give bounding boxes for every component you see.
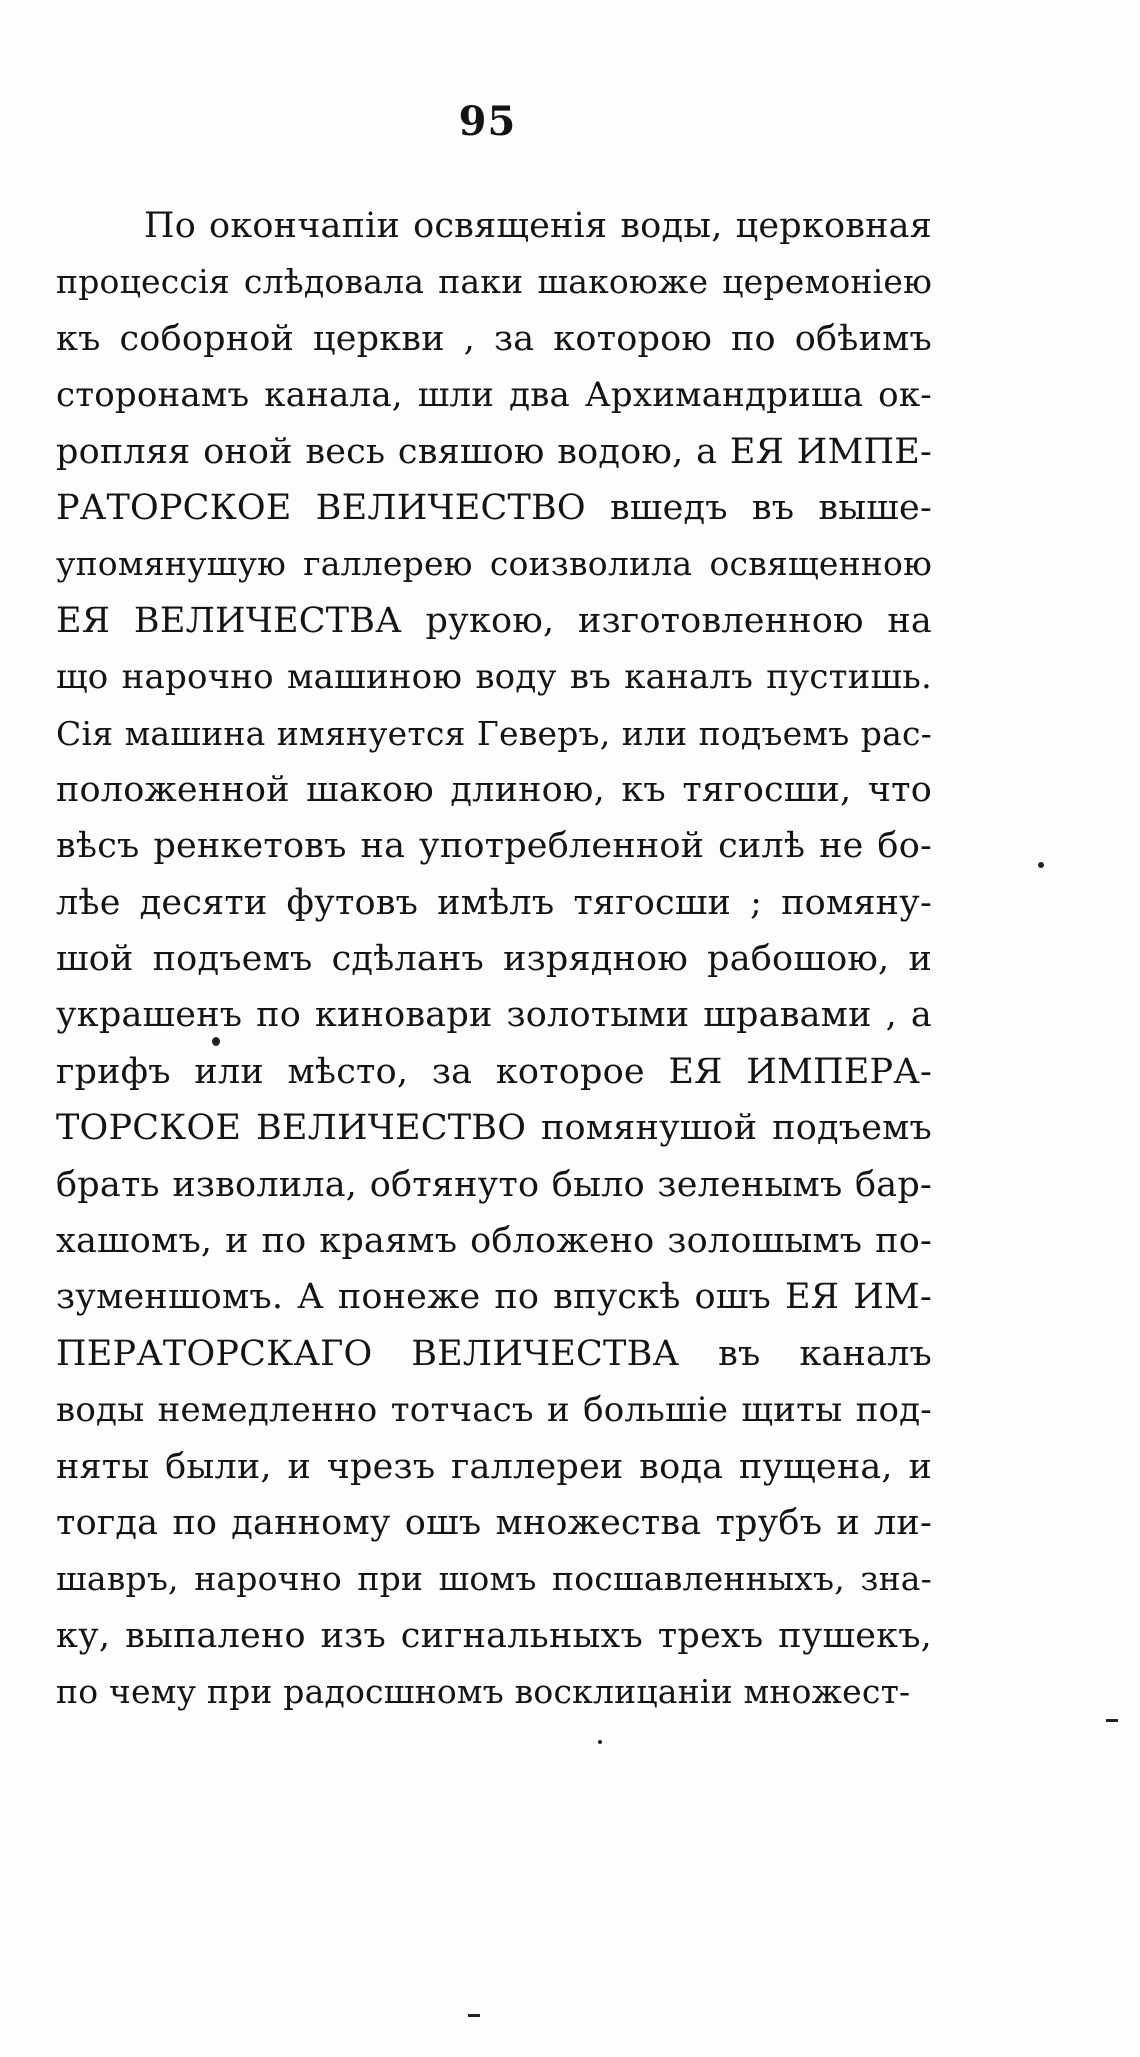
text-line: сторонамъ канала, шли два Архимандриша ок- [56,375,932,416]
text-line: ПЕРАТОРСКАГО ВЕЛИЧЕСТВА въ каналъ [56,1333,932,1374]
text-line: грифъ или мѣсто, за которое ЕЯ ИМПЕРА- [56,1051,932,1092]
text-line: упомянушую галлерею соизволила освященною [56,544,932,584]
text-line: шой подъемъ сдѣланъ изрядною рабошою, и [56,939,932,980]
text-line: що нарочно машиною воду въ каналъ пустишь. [56,657,932,698]
text-line: украшенъ по киновари золотыми шравами , а [56,995,932,1036]
text-line: зуменшомъ. А понеже по впускѣ ошъ ЕЯ ИМ- [56,1277,932,1318]
text-line: няты были, и чрезъ галлереи вода пущена, и [56,1446,932,1487]
text-line: вѣсъ ренкетовъ на употребленной силѣ не бо- [56,826,932,867]
text-line: тогда по данному ошъ множества трубъ и ли- [56,1502,932,1543]
text-line: брать изволила, обтянуто было зеленымъ бар- [56,1164,932,1205]
text-line: къ соборной церкви , за которою по обѣимъ [56,318,932,359]
text-line: положенной шакою длиною, къ тягосши, что [56,769,932,810]
text-line: процессія слѣдовала паки шакоюже церемоніею [56,262,932,302]
scan-mark [468,2014,480,2017]
text-line: РАТОРСКОЕ ВЕЛИЧЕСТВО вшедъ въ выше- [56,487,932,528]
text-line: Сія машина имянуется Геверъ, или подъемъ рас- [56,713,932,753]
text-line: По окончапіи освященія воды, церковная [144,206,932,246]
text-line: ЕЯ ВЕЛИЧЕСТВА рукою, изготовленною на [56,600,932,641]
scan-speck [1038,862,1044,868]
page-number: 95 [458,98,517,145]
text-line: по чему при радосшномъ восклицаніи множест- [56,1672,911,1712]
text-line: ку, выпалено изъ сигнальныхъ трехъ пушекъ, [56,1615,932,1656]
scan-mark [1106,1719,1118,1722]
text-line: ропляя оной весь свяшою водою, а ЕЯ ИМПЕ- [56,431,932,472]
scan-speck [598,1740,602,1744]
body-text [56,198,932,1721]
text-line: воды немедленно тотчасъ и большіе щиты под- [56,1390,932,1431]
scan-speck [212,1037,220,1046]
text-line: ТОРСКОЕ ВЕЛИЧЕСТВО помянушой подъемъ [56,1108,932,1149]
text-line: лѣе десяти футовъ имѣлъ тягосши ; помяну- [56,882,932,923]
text-line: хашомъ, и по краямъ обложено золошымъ по- [56,1221,932,1262]
text-line: шавръ, нарочно при шомъ посшавленныхъ, зна- [56,1559,932,1599]
